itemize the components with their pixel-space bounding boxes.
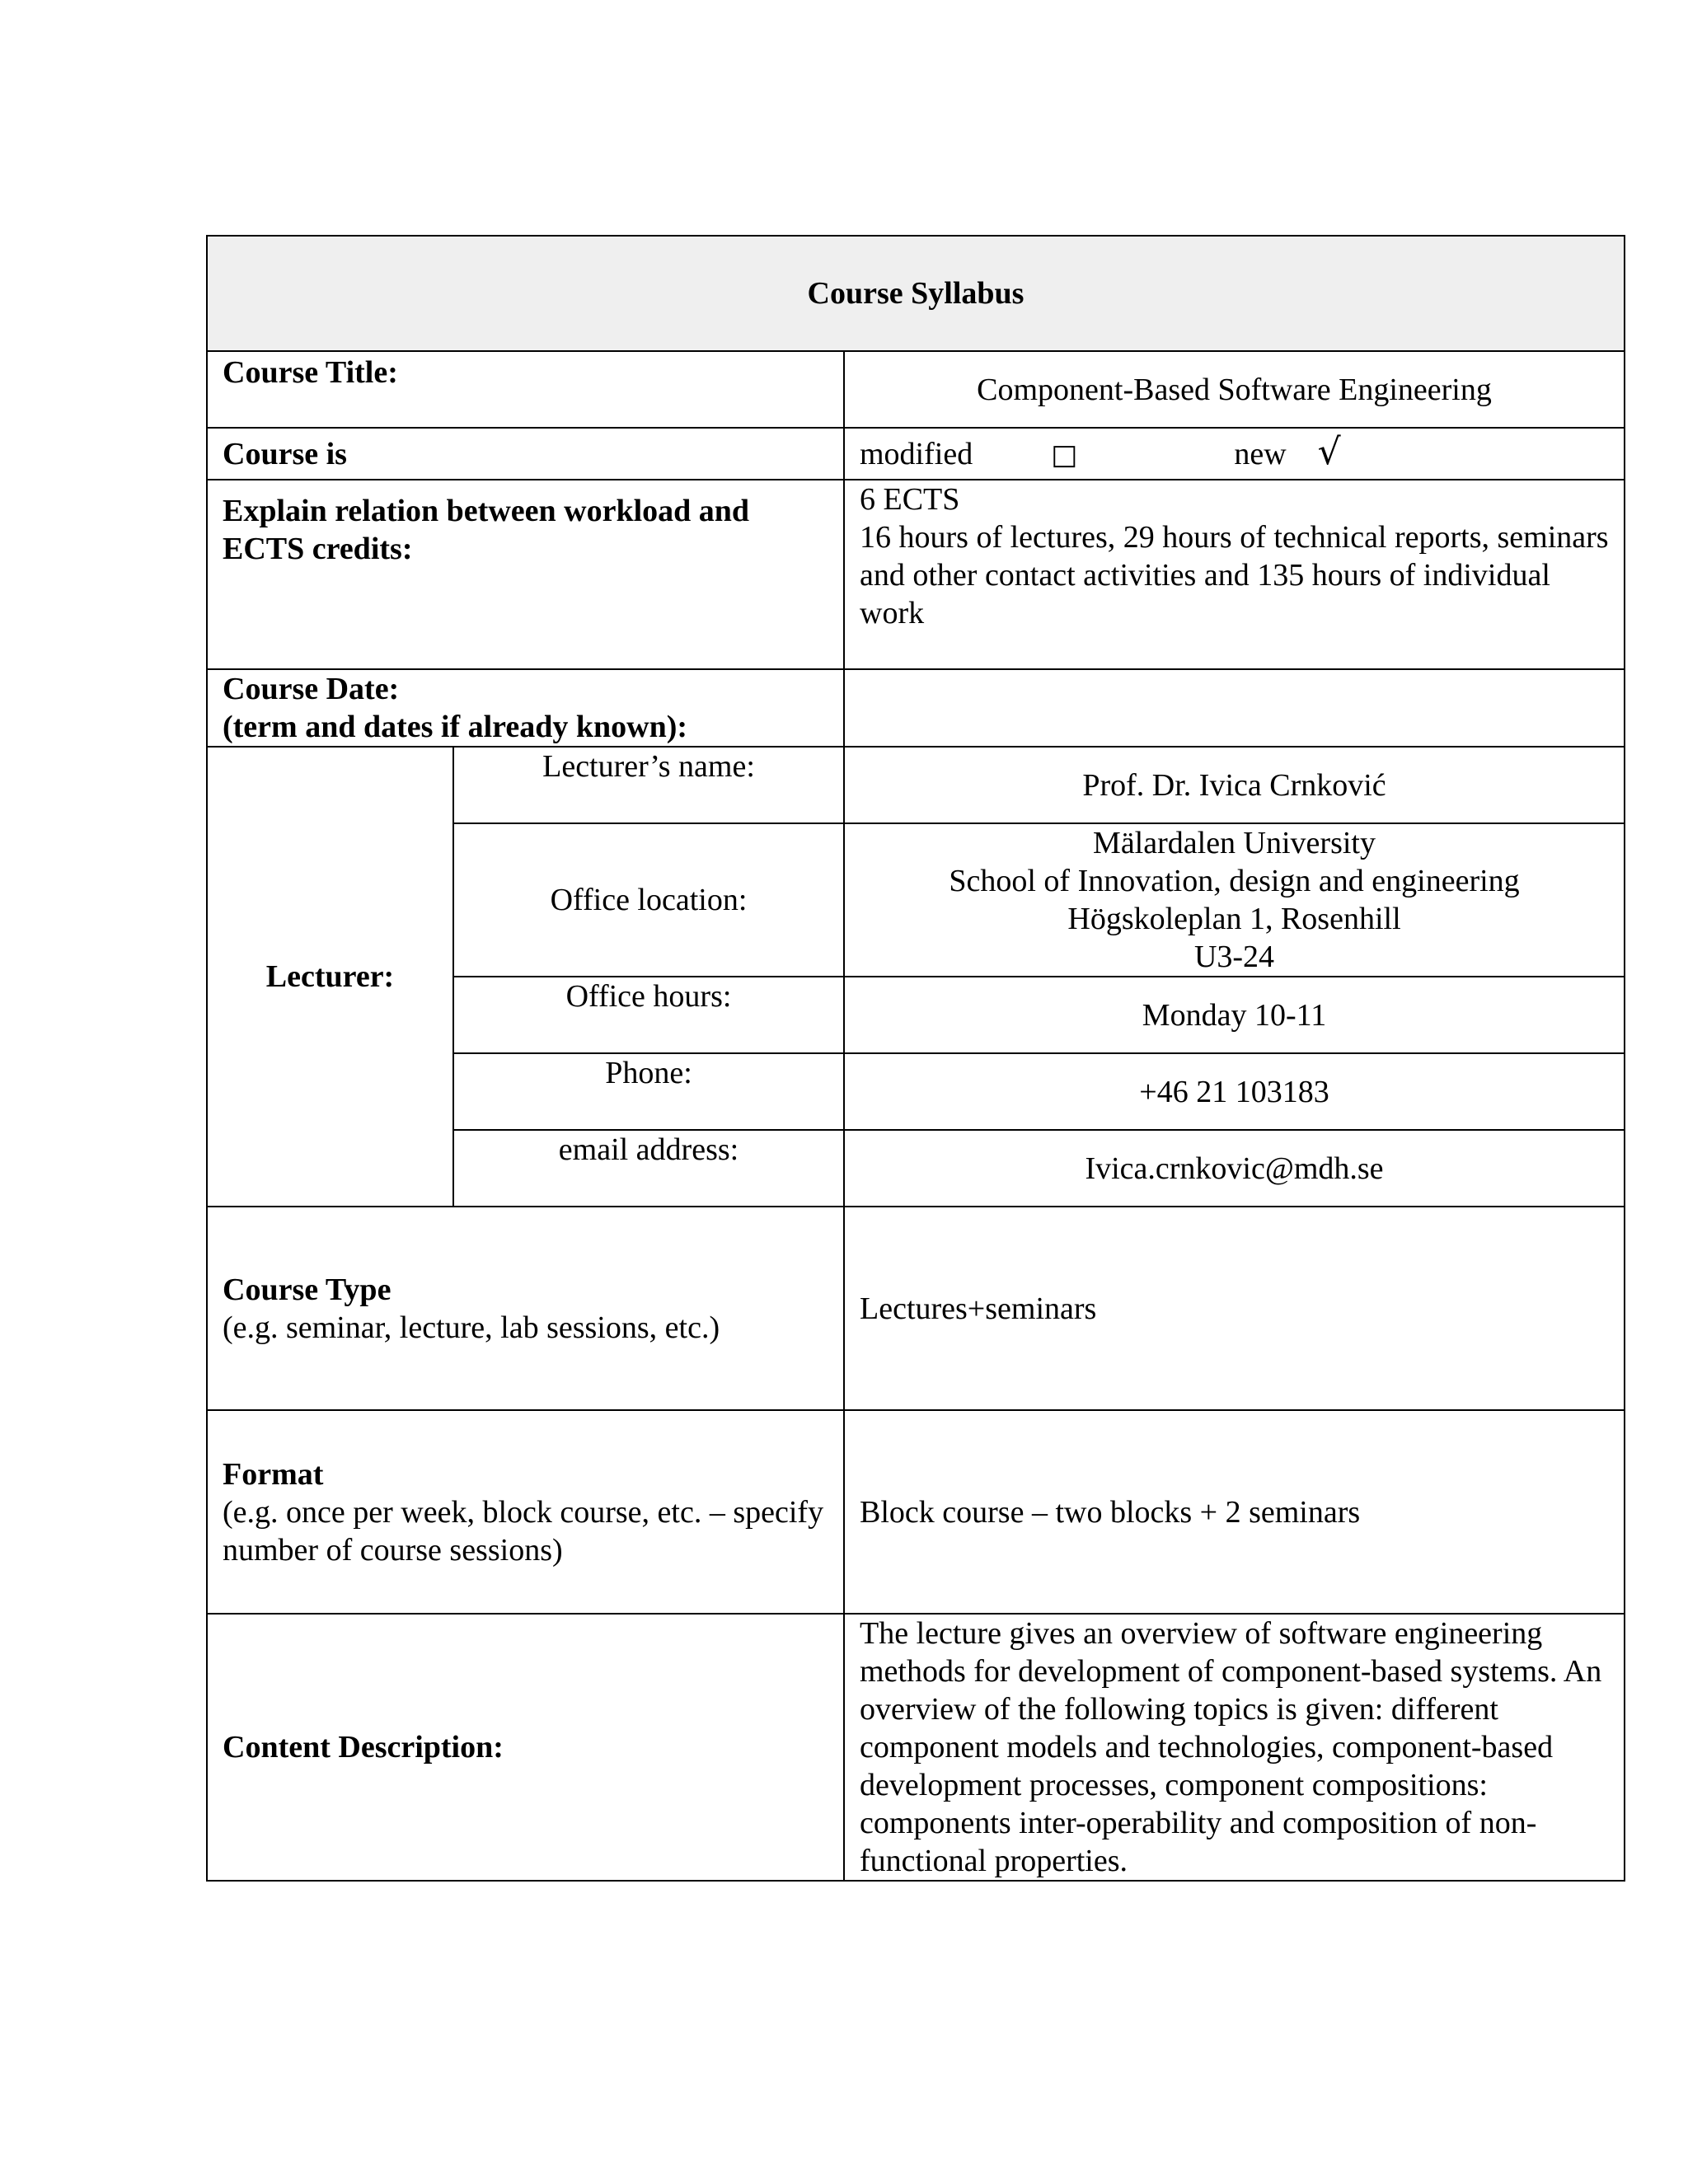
course-date-label: Course Date: (term and dates if already known):	[207, 669, 844, 747]
lecturer-label: Lecturer:	[207, 747, 453, 1207]
course-type-label: Course Type (e.g. seminar, lecture, lab sessions, etc.)	[207, 1207, 844, 1410]
workload-breakdown: 16 hours of lectures, 29 hours of technical reports, seminars and other contact activities and 135 hours of individual work	[860, 520, 1609, 630]
office-hours-value: Monday 10-11	[844, 977, 1625, 1053]
office-location-label: Office location:	[453, 823, 844, 977]
email-value: Ivica.crnkovic@mdh.se	[844, 1130, 1625, 1207]
modified-checkbox-icon: □	[1051, 438, 1078, 471]
workload-label: Explain relation between workload and ECTS credits:	[207, 480, 844, 669]
workload-ects: 6 ECTS	[860, 482, 960, 517]
office-location-value: Mälardalen University School of Innovation, design and engineering Högskoleplan 1, Rosenhill U3-24	[844, 823, 1625, 977]
course-type-value: Lectures+seminars	[844, 1207, 1625, 1410]
phone-label: Phone:	[453, 1053, 844, 1130]
new-label: new	[1234, 437, 1287, 471]
format-value: Block course – two blocks + 2 seminars	[844, 1410, 1625, 1614]
lecturer-name-label: Lecturer’s name:	[453, 747, 844, 823]
course-title-value: Component-Based Software Engineering	[844, 351, 1625, 428]
lecturer-name-value: Prof. Dr. Ivica Crnković	[844, 747, 1625, 823]
phone-value: +46 21 103183	[844, 1053, 1625, 1130]
course-is-options	[844, 428, 1625, 480]
syllabus-title: Course Syllabus	[207, 236, 1625, 351]
course-is-label: Course is	[207, 428, 844, 480]
modified-label: modified	[860, 437, 973, 471]
office-hours-label: Office hours:	[453, 977, 844, 1053]
format-label: Format (e.g. once per week, block course, etc. – specify number of course sessions)	[207, 1410, 844, 1614]
course-date-value	[844, 669, 1625, 747]
email-label: email address:	[453, 1130, 844, 1207]
course-title-label: Course Title:	[207, 351, 844, 428]
content-description-value: The lecture gives an overview of software engineering methods for development of component-based systems. An overview of the following topics is given: different component models and technologies, component-based development processes, component compositions: components inter-operability and composition of non-functional properties.	[844, 1614, 1625, 1881]
syllabus-table	[206, 235, 1625, 1882]
content-description-label: Content Description:	[207, 1614, 844, 1881]
workload-value	[844, 480, 1625, 669]
new-checkmark-icon: √	[1317, 431, 1341, 473]
